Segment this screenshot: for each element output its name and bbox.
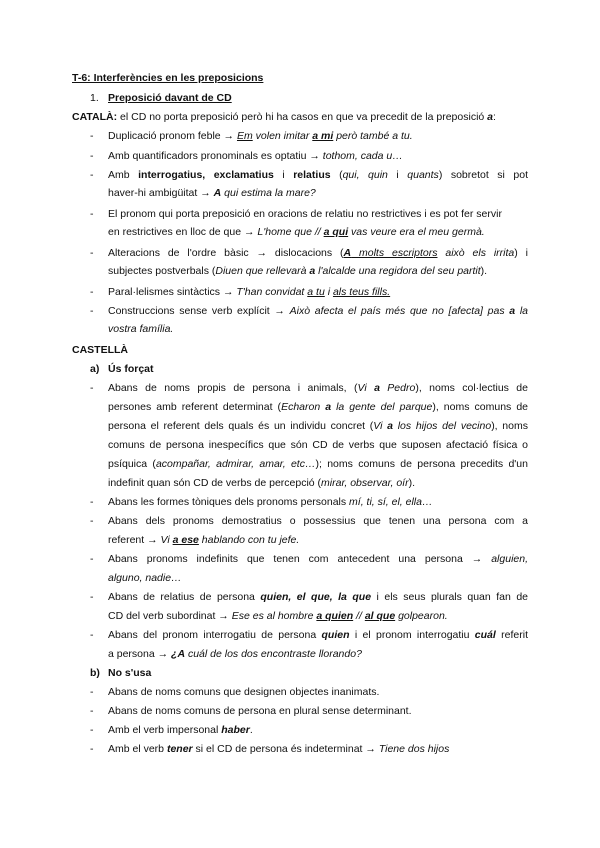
dash-bullet: - — [90, 629, 94, 641]
castella-a-item-6-line-2: a persona → ¿A cuál de los dos encontraste llorando? — [108, 648, 362, 660]
castella-a-item-3-line-2: referent → Vi a ese hablando con tu jefe. — [108, 534, 300, 546]
castella-a-item-5: Abans de relatius de persona quien, el que, la que i els seus plurals quan fan de — [108, 591, 528, 603]
dash-bullet: - — [90, 743, 94, 755]
dash-bullet: - — [90, 591, 94, 603]
subsection-heading-a: Ús forçat — [108, 363, 154, 375]
dash-bullet: - — [90, 705, 94, 717]
castella-b-item-3: Amb el verb impersonal haber. — [108, 724, 253, 736]
section-heading: Preposició davant de CD — [108, 92, 232, 104]
catala-item-5: Alteracions de l'ordre bàsic → dislocacions (A molts escriptors això els irrita) i — [108, 247, 529, 259]
castella-a-item-2: Abans les formes tòniques dels pronoms personals mí, ti, sí, el, ella… — [108, 496, 433, 508]
castella-a-item-1-line-4: comuns de persona inespecífics que són CD de verbs que suposen afectació física o — [108, 439, 528, 451]
subsection-letter-a: a) — [90, 363, 100, 375]
castella-b-item-2: Abans de noms comuns de persona en plural sense determinant. — [108, 705, 412, 717]
catala-item-7-line-2: vostra família. — [108, 323, 174, 335]
castella-a-item-4: Abans pronoms indefinits que tenen com antecedent una persona → alguien, — [108, 553, 528, 565]
dash-bullet: - — [90, 247, 94, 259]
dash-bullet: - — [90, 286, 94, 298]
castella-a-item-1: Abans de noms propis de persona i animals, (Vi a Pedro), noms col·lectius de — [108, 382, 528, 394]
castella-a-item-4-line-2: alguno, nadie… — [108, 572, 182, 584]
dash-bullet: - — [90, 130, 94, 142]
section-number: 1. — [90, 92, 99, 104]
castella-a-item-6: Abans del pronom interrogatiu de persona quien i el pronom interrogatiu cuál referit — [108, 629, 528, 641]
catala-item-4-line-2: en restrictives en lloc de que → L'home que // a qui vas veure era el meu germà. — [108, 226, 485, 238]
dash-bullet: - — [90, 208, 94, 220]
castella-a-item-1-line-2: persones amb referent determinat (Echaron a la gente del parque), noms comuns de — [108, 401, 528, 413]
dash-bullet: - — [90, 496, 94, 508]
dash-bullet: - — [90, 553, 94, 565]
dash-bullet: - — [90, 515, 94, 527]
castella-a-item-1-line-6: indefinit quan són CD de verbs de percepció (mirar, observar, oír). — [108, 477, 415, 489]
catala-item-1: Duplicació pronom feble → Em volen imitar a mi però també a tu. — [108, 130, 413, 142]
castella-b-item-1: Abans de noms comuns que designen objectes inanimats. — [108, 686, 380, 698]
castella-a-item-3: Abans dels pronoms demostratius o possessius que tenen una persona com a — [108, 515, 528, 527]
castella-a-item-5-line-2: CD del verb subordinat → Ese es al hombre a quien // al que golpearon. — [108, 610, 448, 622]
dash-bullet: - — [90, 169, 94, 181]
castella-heading: CASTELLÀ — [72, 344, 128, 356]
dash-bullet: - — [90, 305, 94, 317]
catala-item-6: Paral·lelismes sintàctics → T'han convidat a tu i als teus fills. — [108, 286, 391, 298]
dash-bullet: - — [90, 150, 94, 162]
castella-a-item-1-line-5: psíquica (acompañar, admirar, amar, etc…); noms comuns de persona precedits d'un — [108, 458, 528, 470]
catala-item-2: Amb quantificadors pronominals es optatiu → tothom, cada u… — [108, 150, 403, 162]
catala-item-5-line-2: subjectes postverbals (Diuen que rellevarà a l'alcalde una regidora del seu partit). — [108, 265, 488, 277]
subsection-heading-b: No s'usa — [108, 667, 152, 679]
castella-b-item-4: Amb el verb tener si el CD de persona és indeterminat → Tiene dos hijos — [108, 743, 450, 755]
castella-a-item-1-line-3: persona el referent dels quals és un individu concret (Vi a los hijos del vecino), noms — [108, 420, 528, 432]
document-title: T-6: Interferències en les preposicions — [72, 72, 264, 84]
dash-bullet: - — [90, 382, 94, 394]
subsection-letter-b: b) — [90, 667, 100, 679]
catala-item-4: El pronom qui porta preposició en oracions de relatiu no restrictives i es pot fer servir — [108, 208, 502, 220]
catala-item-3-line-2: haver-hi ambigüitat → A qui estima la mare? — [108, 187, 316, 199]
dash-bullet: - — [90, 686, 94, 698]
catala-intro: CATALÀ: el CD no porta preposició però hi ha casos en que va precedit de la preposició a: — [72, 111, 496, 123]
dash-bullet: - — [90, 724, 94, 736]
catala-item-3: Amb interrogatius, exclamatius i relatius (qui, quin i quants) sobretot si pot — [108, 169, 528, 181]
catala-item-7: Construccions sense verb explícit → Això afecta el país més que no [afecta] pas a la — [108, 305, 528, 317]
